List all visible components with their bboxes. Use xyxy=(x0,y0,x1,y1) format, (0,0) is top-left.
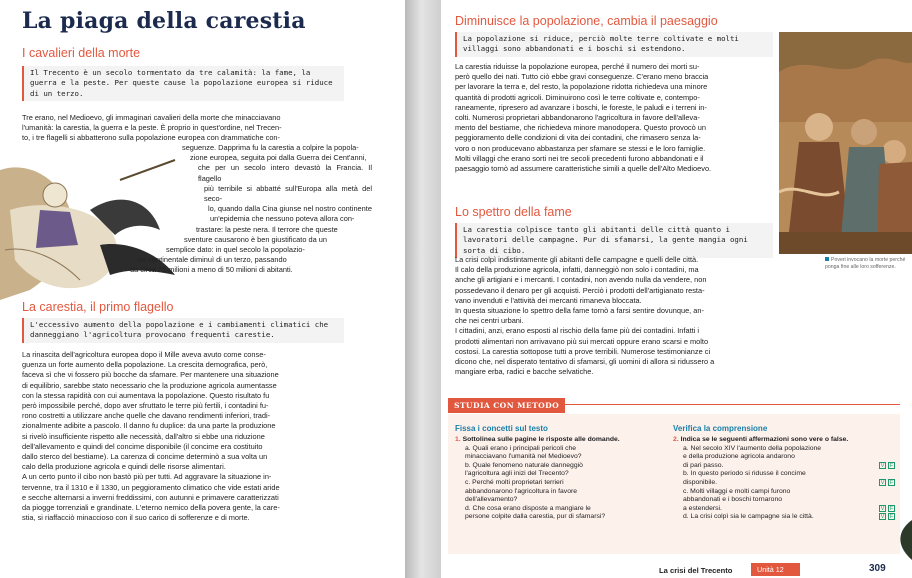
body-spettro xyxy=(455,255,779,377)
text-line: seguenze. Dapprima fu la carestia a colpire la popola- xyxy=(182,143,359,152)
section-title-popolazione: Diminuisce la popolazione, cambia il paesaggio xyxy=(455,14,718,28)
text-line: rono costretti a utilizzare anche quelle che davano rendimenti inferiori, tradi- xyxy=(22,411,271,421)
text-line: colti. Numerosi proprietari abbandonarono l'agricoltura in favore dell'alleva- xyxy=(455,113,700,123)
text-line: I cittadini, anzi, erano esposti al rischio della fame più dei contadini. Infatti i xyxy=(455,326,700,336)
left-page xyxy=(0,0,405,578)
summary-box-popolazione: La popolazione si riduce, perciò molte terre coltivate e molti villaggi sono abbandonati e i boschi si estendono. xyxy=(455,32,773,57)
text-line: dicono che, nel disperato tentativo di sfamarsi, gli uomini di allora si ridussero a xyxy=(455,357,715,367)
footer-chapter-title: La crisi del Trecento xyxy=(659,566,733,575)
right-page xyxy=(441,0,912,578)
question-item: c. Molti villaggi e molti campi furono xyxy=(683,487,791,495)
question-item: persone colpite dalla carestia, pur di sfamarsi? xyxy=(465,513,606,521)
study-col1-title: Fissa i concetti sul testo xyxy=(455,424,548,433)
text-line: più terribile si abbatté sull'Europa alla metà del seco- xyxy=(204,183,372,204)
text-line: Tre erano, nel Medioevo, gli immaginari cavalieri della morte che minacciavano xyxy=(22,113,281,122)
question-item: c. Perché molti proprietari terrieri xyxy=(465,478,564,486)
true-checkbox[interactable]: V xyxy=(880,462,885,469)
text-line: che per un secolo intero devastò la Francia. Il flagello xyxy=(198,163,372,183)
text-line: mento del bestiame, che richiedeva minore manodopera. Questo provocò un xyxy=(455,123,707,133)
question-item: b. Quale fenomeno naturale danneggiò xyxy=(465,461,583,469)
footer-unit-badge: Unità 12 xyxy=(751,563,800,576)
false-checkbox[interactable]: F xyxy=(889,505,894,512)
item-text: d. La crisi colpì sia le campagne sia le città. xyxy=(683,513,814,521)
question-item: abbandonarono l'agricoltura in favore xyxy=(465,487,578,495)
question-item: d. Che cosa erano disposte a mangiare le xyxy=(465,504,591,512)
text-line: però impossibile perché, dopo aver sfruttato le terre più fertili, i contadini fu- xyxy=(22,401,269,411)
question-number: 2. xyxy=(673,436,679,443)
false-checkbox[interactable]: F xyxy=(889,479,894,486)
page-title: La piaga della carestia xyxy=(22,8,306,34)
text-line: l'umanità: la carestia, la guerra e la peste. È proprio in quest'ordine, nel Trecen- xyxy=(22,123,282,133)
false-checkbox[interactable]: F xyxy=(889,462,894,469)
text-line: anche gli artigiani e i mercanti. I contadini, non avendo nulla da vendere, non xyxy=(455,275,707,285)
text-line: In questa situazione lo spettro della fame tornò a farsi sentire dovunque, an- xyxy=(455,306,704,316)
text-line: A un certo punto il cibo non bastò più per tutti. Ad aggravare la situazione in- xyxy=(22,472,272,482)
question-item xyxy=(673,479,895,488)
text-line: zione europea, seguita poi dalla Guerra dei Cent'anni, xyxy=(190,153,367,163)
text-line: dell'allevamento e quindi del concime disponibile (il concime era costituito xyxy=(22,441,263,451)
text-line: trastare: la peste nera. Il terrore che queste xyxy=(196,224,338,234)
text-line: voro o non producevano abbastanza per sfamare se stessi e le loro famiglie. xyxy=(455,143,706,153)
study-question-1 xyxy=(455,436,665,522)
study-question-2 xyxy=(673,436,895,522)
text-line: che nei centri urbani. xyxy=(455,316,524,326)
text-line: vano invenduti e l'attività dei mercanti rimaneva bloccata. xyxy=(455,295,642,305)
summary-box-spettro: La carestia colpisce tanto gli abitanti delle città quanto i lavoratori delle campagne. Pur di sfamarsi, la gente mangia ogni sorta di cibo. xyxy=(455,223,773,258)
text-line: costosi. La carestia sottopose tutti a prove terribili. Numerose testimonianze ci xyxy=(455,346,711,356)
caption-text: Poveri invocano la morte perché ponga fine alle loro sofferenze. xyxy=(825,257,906,270)
painting-caption xyxy=(825,257,909,270)
question-item: a. Nel secolo XIV l'aumento della popolazione xyxy=(683,444,822,452)
section-title-spettro: Lo spettro della fame xyxy=(455,205,572,219)
text-line: ne continentale diminuì di un terzo, passando xyxy=(138,255,287,265)
true-checkbox[interactable]: V xyxy=(880,505,885,512)
text-line: per lavorare la terra e, del resto, la popolazione ridotta richiedeva una minore xyxy=(455,82,708,92)
text-line: sventure causarono è ben giustificato da un xyxy=(184,234,327,244)
text-line: un'epidemia che nessuno poteva allora con- xyxy=(210,214,355,224)
item-text: di pari passo. xyxy=(683,461,724,469)
text-line: da circa 75 milioni a meno di 50 milioni di abitanti. xyxy=(130,265,293,275)
question-item xyxy=(673,513,895,522)
item-text: a estendersi. xyxy=(683,504,722,512)
question-item: abbandonati e i boschi tornarono xyxy=(683,496,783,504)
study-col2-title: Verifica la comprensione xyxy=(673,424,768,433)
text-line: possedevano il denaro per gli acquisti. Perciò i prodotti dell'artigianato resta- xyxy=(455,285,705,295)
page-number: 309 xyxy=(869,563,886,574)
summary-box-cavalieri: Il Trecento è un secolo tormentato da tre calamità: la fame, la guerra e la peste. Per queste cause la popolazione europea si riduce di un terzo. xyxy=(22,66,344,101)
text-line: lo, quando dalla Cina giunse nel nostro continente xyxy=(208,204,372,214)
body-cavalieri-top xyxy=(22,113,372,144)
section-title-primo-flagello: La carestia, il primo flagello xyxy=(22,300,174,314)
text-line: di equilibrio, sarebbe stato necessario che la produzione agricola aumentasse xyxy=(22,380,277,390)
item-text: disponibile. xyxy=(683,478,718,486)
question-item: a. Quali erano i principali pericoli che xyxy=(465,444,577,452)
text-line: zionalmente adibite a pascolo. Il danno fu duplice: da una parte la produzione xyxy=(22,421,276,431)
text-line: Molti villaggi che erano sorti nei tre secoli precedenti furono abbandonati e il xyxy=(455,153,704,163)
text-line: tervenne, tra il 1310 e il 1330, un peggioramento climatico che vide estati aride xyxy=(22,482,280,492)
question-item: minacciavano l'umanità nel Medioevo? xyxy=(465,453,582,461)
text-line: guenza un forte aumento della popolazione. La crescita demografica, però, xyxy=(22,360,268,370)
text-line: con la stessa rapidità con cui aumentava la popolazione. Questo risultato fu xyxy=(22,390,270,400)
text-line: raneamente, ripresero ad avanzare i boschi, le foreste, le paludi e i terreni in- xyxy=(455,102,707,112)
body-cavalieri-wrap xyxy=(0,143,372,276)
false-checkbox[interactable]: F xyxy=(889,514,894,521)
text-line: mangiare erba, radici e bacche selvatiche. xyxy=(455,367,594,377)
text-line: semplice dato: in quel secolo la popolazio- xyxy=(166,245,305,255)
text-line: dallo sterco del bestiame). La carenza di concime determinò a sua volta un xyxy=(22,452,268,462)
question-item: b. In questo periodo si ridusse il concime xyxy=(683,470,806,478)
question-item: dell'allevamento? xyxy=(465,496,518,504)
text-line: si rivelò insufficiente rispetto alle necessità, dall'altro si ebbe una riduzione xyxy=(22,431,265,441)
true-checkbox[interactable]: V xyxy=(880,514,885,521)
text-line: prodotti alimentari non arrivavano più sui mercati oppure erano scarsi e molto xyxy=(455,336,709,346)
body-popolazione xyxy=(455,62,773,174)
body-primo-flagello xyxy=(22,350,372,523)
text-line: da piogge torrenziali e grandinate. L'eterno nemico della povera gente, la care- xyxy=(22,503,280,513)
question-text: Sottolinea sulle pagine le risposte alle domande. xyxy=(462,436,620,443)
text-line: e secche alternarsi a inverni freddissimi, con autunni e primavere caratterizzati xyxy=(22,492,279,502)
text-line: La crisi colpì indistintamente gli abitanti delle campagne e quelli delle città. xyxy=(455,255,699,264)
question-number: 1. xyxy=(455,436,461,443)
book-gutter xyxy=(405,0,441,578)
question-text: Indica se le seguenti affermazioni sono vere o false. xyxy=(680,436,849,443)
caption-marker-icon xyxy=(825,257,829,261)
true-checkbox[interactable]: V xyxy=(880,479,885,486)
leaf-decoration-icon xyxy=(893,520,912,560)
question-item xyxy=(673,505,895,514)
section-title-cavalieri: I cavalieri della morte xyxy=(22,46,141,60)
text-line: to, i tre flagelli si abbatterono sulla popolazione europea con drammatiche con- xyxy=(22,133,281,143)
question-item: l'agricoltura agli inizi del Trecento? xyxy=(465,470,569,478)
text-line: Il calo della produzione agricola, infatti, danneggiò non solo i contadini, ma xyxy=(455,265,699,275)
text-line: faceva sì che vi fossero più bocche da sfamare. Per mantenere una situazione xyxy=(22,370,279,380)
fresco-painting xyxy=(779,32,912,254)
text-line: quantità di prodotti agricoli. Diminuirono così le terre coltivate e, contempo- xyxy=(455,92,700,102)
text-line: peggioramento delle condizioni di vita dei contadini, che rimasero senza la- xyxy=(455,133,701,143)
question-item xyxy=(673,462,895,471)
text-line: stia, si riaffacciò minaccioso con il suo carico di sofferenze e di morte. xyxy=(22,513,250,523)
question-item: e della produzione agricola andarono xyxy=(683,453,795,461)
text-line: calo della produzione agricola e quindi delle risorse alimentari. xyxy=(22,462,226,472)
text-line: però quello dei nati. Tutto ciò ebbe gravi conseguenze. C'erano meno braccia xyxy=(455,72,709,82)
text-line: paesaggio tornò ad assumere caratteristiche simili a quelle dell'Alto Medioevo. xyxy=(455,164,712,174)
summary-box-primo-flagello: L'eccessivo aumento della popolazione e i cambiamenti climatici che danneggiano l'agricoltura provocano frequenti carestie. xyxy=(22,318,344,343)
text-line: La carestia riduisse la popolazione europea, perché il numero dei morti su- xyxy=(455,62,700,71)
text-line: La rinascita dell'agricoltura europea dopo il Mille aveva avuto come conse- xyxy=(22,350,266,359)
study-badge: STUDIA CON METODO xyxy=(448,398,565,413)
